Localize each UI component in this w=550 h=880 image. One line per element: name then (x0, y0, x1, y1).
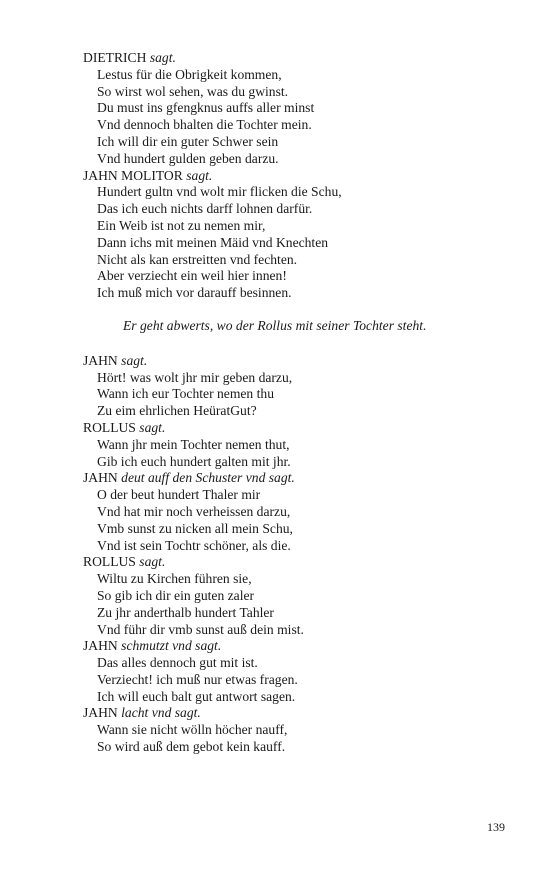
verse-line: Dann ichs mit meinen Mäid vnd Knechten (97, 234, 329, 250)
speaker-name: JAHN MOLITOR (83, 167, 183, 183)
verse-line: Verziecht! ich muß nur etwas fragen. (97, 671, 298, 687)
verse-line: Vnd ist sein Tochtr schöner, als die. (97, 537, 291, 553)
verse-line: Lestus für die Obrigkeit kommen, (97, 66, 282, 82)
speaker-line (83, 50, 503, 67)
verse-line: Wiltu zu Kirchen führen sie, (97, 571, 252, 587)
stage-direction: Er geht abwerts, wo der Rollus mit seiner Tochter steht. (123, 317, 427, 333)
speaker-line (83, 470, 503, 487)
verse-line: So gib ich dir ein guten zaler (97, 587, 255, 603)
verse-line: Wann sie nicht wölln höcher nauff, (97, 722, 288, 738)
speech (83, 420, 503, 470)
play-text (83, 50, 503, 756)
speaker-direction: sagt. (149, 50, 176, 65)
verse-line: Vnd hat mir noch verheissen darzu, (97, 503, 291, 519)
page-number: 139 (487, 820, 505, 834)
verse-line: Ich will euch balt gut antwort sagen. (97, 688, 296, 704)
speech (83, 638, 503, 705)
speech (83, 470, 503, 554)
speaker-name: JAHN (83, 352, 118, 368)
verse-line: Aber verziecht ein weil hier innen! (97, 268, 287, 284)
verse-line: Hört! was wolt jhr mir geben darzu, (97, 369, 293, 385)
speaker-direction: sagt. (121, 352, 148, 368)
verse-line: Gib ich euch hundert galten mit jhr. (97, 453, 291, 469)
verse-line: Zu jhr anderthalb hundert Tahler (97, 604, 274, 620)
verse-line: Vnd hundert gulden geben darzu. (97, 150, 279, 166)
verse-line: Hundert gultn vnd wolt mir flicken die Schu, (97, 184, 342, 200)
speaker-name: DIETRICH (83, 50, 147, 65)
verse-line: Vmb sunst zu nicken all mein Schu, (97, 520, 293, 536)
speaker-direction: schmutzt vnd sagt. (121, 638, 222, 654)
verse-line: Ich muß mich vor darauff besinnen. (97, 285, 292, 301)
speaker-name: JAHN (83, 638, 118, 654)
speaker-name: ROLLUS (83, 554, 136, 570)
speech (83, 705, 503, 755)
verse-line: Vnd führ dir vmb sunst auß dein mist. (97, 621, 304, 637)
speaker-direction: sagt. (139, 419, 166, 435)
speaker-name: JAHN (83, 470, 118, 486)
verse-line: So wird auß dem gebot kein kauff. (97, 739, 286, 755)
verse-line: Nicht als kan erstreitten vnd fechten. (97, 251, 298, 267)
verse-line: O der beut hundert Thaler mir (97, 487, 261, 503)
verse-line: Das alles dennoch gut mit ist. (97, 655, 258, 671)
verse-line: Ich will dir ein guter Schwer sein (97, 133, 279, 149)
speaker-name: ROLLUS (83, 419, 136, 435)
speaker-line (83, 168, 503, 185)
verse-line: Wann ich eur Tochter nemen thu (97, 386, 275, 402)
speech (83, 50, 503, 168)
verse-line: Zu eim ehrlichen HeüratGut? (97, 403, 257, 419)
speaker-direction: lacht vnd sagt. (121, 705, 201, 721)
speaker-direction: sagt. (139, 554, 166, 570)
verse-line: Vnd dennoch bhalten die Tochter mein. (97, 117, 312, 133)
speaker-direction: deut auff den Schuster vnd sagt. (121, 470, 295, 486)
verse-line: Das ich euch nichts darff lohnen darfür. (97, 201, 313, 217)
verse-line: Ein Weib ist not zu nemen mir, (97, 217, 266, 233)
speaker-line (83, 554, 503, 571)
verse-line: Du must ins gfengknus auffs aller minst (97, 100, 315, 116)
speaker-name: JAHN (83, 705, 118, 721)
speech (83, 168, 503, 302)
speech (83, 554, 503, 638)
speaker-line (83, 705, 503, 722)
verse-line: Wann jhr mein Tochter nemen thut, (97, 436, 290, 452)
speaker-direction: sagt. (186, 167, 213, 183)
speech (83, 353, 503, 420)
verse-line: So wirst wol sehen, was du gwinst. (97, 83, 289, 99)
speaker-line (83, 353, 503, 370)
speaker-line (83, 420, 503, 437)
speaker-line (83, 638, 503, 655)
